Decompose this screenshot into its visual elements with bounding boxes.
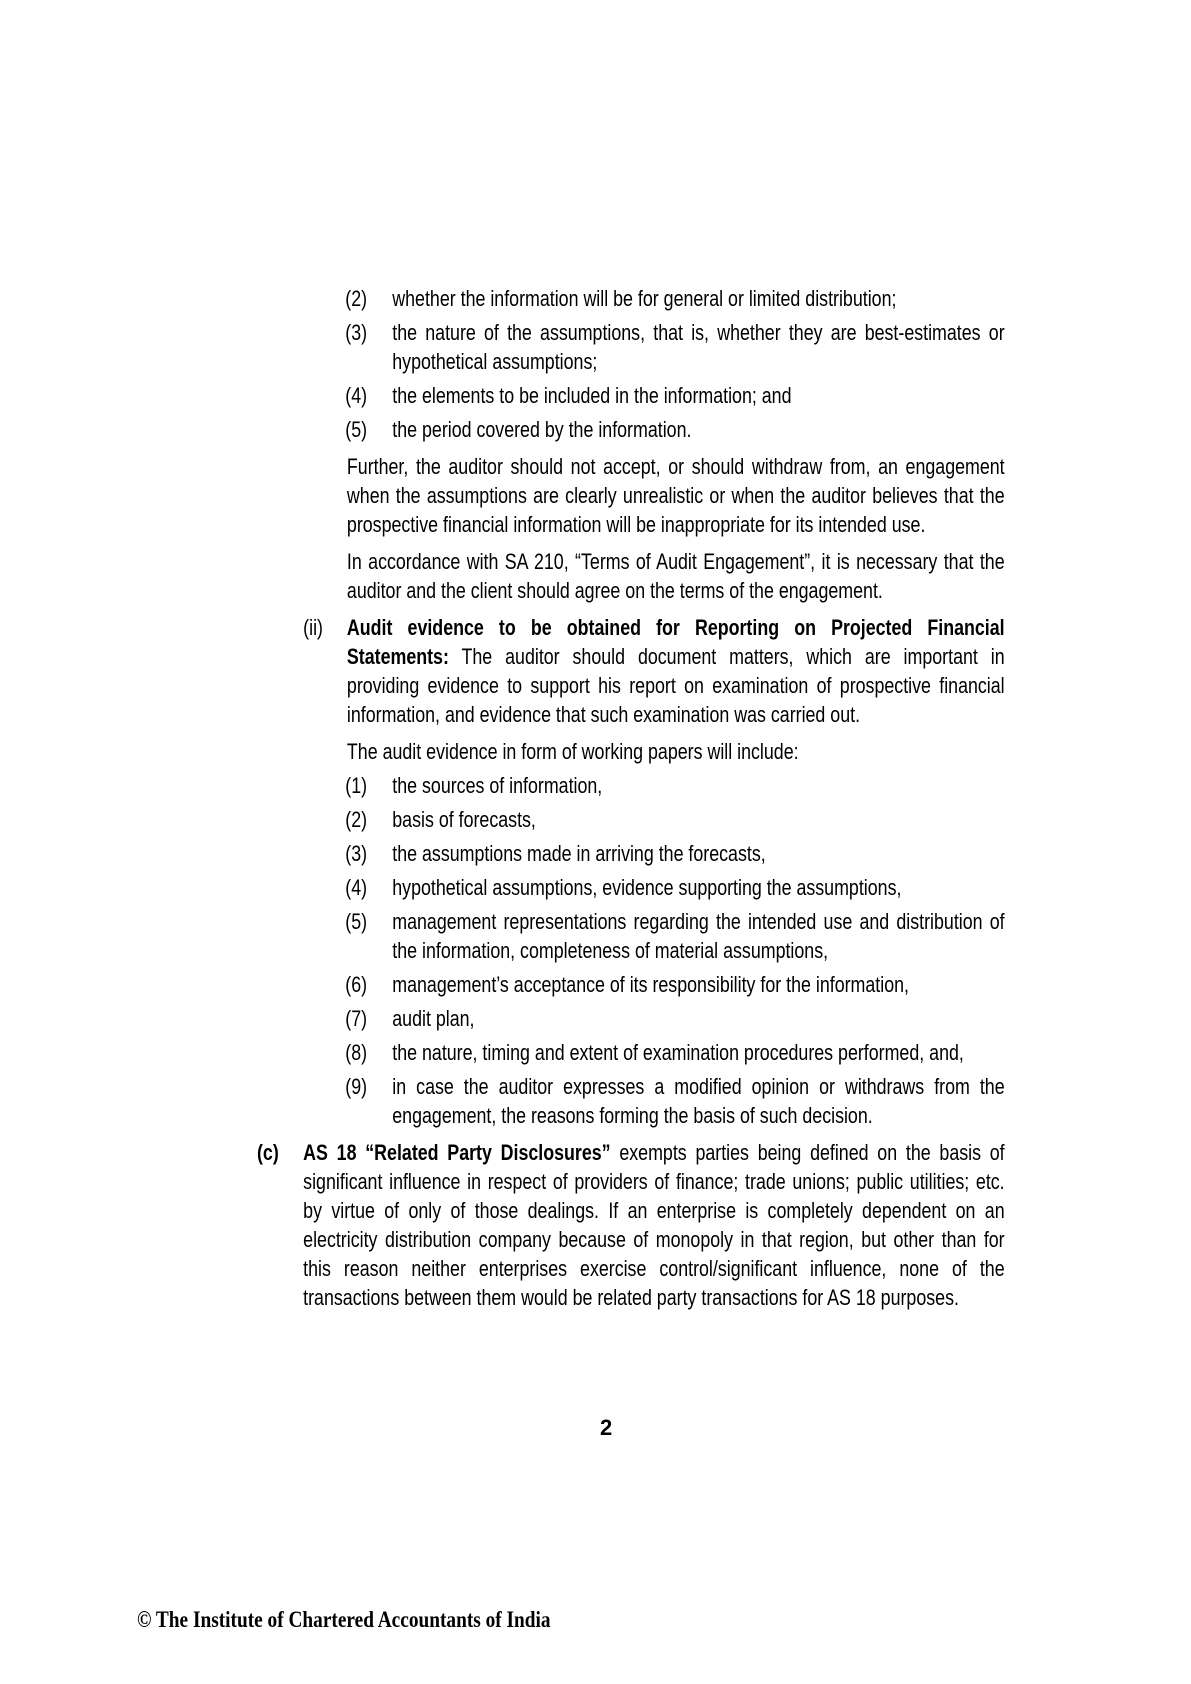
list-item-label: (6) bbox=[345, 972, 368, 997]
list-item-label: (1) bbox=[345, 773, 368, 798]
list-item bbox=[257, 805, 1005, 834]
list-item-text: audit plan, bbox=[392, 1006, 475, 1031]
list-item bbox=[257, 415, 1005, 444]
list-item-label: (3) bbox=[345, 320, 368, 345]
list-item-text: hypothetical assumptions, evidence supporting the assumptions, bbox=[392, 875, 902, 900]
list-item bbox=[257, 873, 1005, 902]
list-item-text: the sources of information, bbox=[392, 773, 603, 798]
body-text: exempts parties being defined on the basis of significant influence in respect of providers of finance; trade unions; public utilities; etc. by virtue of only of those dealings. If an enterprise is completely dependent on an electricity distribution company because of monopoly in that region, but other than for this reason neither enterprises exercise control/significant influence, none of the transactions between them would be related party transactions for AS 18 purposes. bbox=[303, 1140, 1005, 1310]
list-item bbox=[257, 771, 1005, 800]
list-item-label: (5) bbox=[345, 417, 368, 442]
body-text: The auditor should document matters, which are important in providing evidence to support his report on examination of prospective financial information, and evidence that such examination was carried out. bbox=[346, 644, 1005, 727]
list-item bbox=[257, 839, 1005, 868]
list-item-label: (3) bbox=[345, 841, 368, 866]
text-column bbox=[257, 284, 1005, 1312]
paragraph: Further, the auditor should not accept, or should withdraw from, an engagement when the assumptions are clearly unrealistic or when the auditor believes that the prospective financial information will be inappropriate for its intended use. bbox=[346, 454, 1005, 537]
list-item-text: the elements to be included in the information; and bbox=[392, 383, 792, 408]
list-item-text: the period covered by the information. bbox=[392, 417, 692, 442]
list-item-text: the nature of the assumptions, that is, whether they are best-estimates or hypothetical assumptions; bbox=[392, 320, 1005, 374]
list-item bbox=[257, 318, 1005, 376]
copyright-footer: © The Institute of Chartered Accountants of India bbox=[137, 1607, 551, 1632]
paragraph: In accordance with SA 210, “Terms of Audit Engagement”, it is necessary that the auditor and the client should agree on the terms of the engagement. bbox=[346, 549, 1005, 603]
list-item bbox=[257, 1038, 1005, 1067]
list-item-label: (ii) bbox=[303, 615, 323, 640]
list-item-label: (9) bbox=[345, 1074, 368, 1099]
list-item-text: in case the auditor expresses a modified opinion or withdraws from the engagement, the reasons forming the basis of such decision. bbox=[392, 1074, 1005, 1128]
list-item bbox=[257, 1072, 1005, 1130]
list-item-text: management representations regarding the intended use and distribution of the information, completeness of material assumptions, bbox=[392, 909, 1005, 963]
list-item bbox=[257, 907, 1005, 965]
page-number: 2 bbox=[600, 1415, 613, 1440]
list-item-ii bbox=[257, 613, 1005, 729]
list-item-c bbox=[257, 1138, 1005, 1312]
list-item-text: the assumptions made in arriving the forecasts, bbox=[392, 841, 766, 866]
list-item-text: basis of forecasts, bbox=[392, 807, 536, 832]
bold-lead-in: Audit evidence to be obtained for Reporting on Projected Financial Statements: bbox=[346, 615, 1005, 669]
list-item-label: (7) bbox=[345, 1006, 368, 1031]
list-item-label: (8) bbox=[345, 1040, 368, 1065]
list-item-text: management’s acceptance of its responsibility for the information, bbox=[392, 972, 909, 997]
bold-lead-in: AS 18 “Related Party Disclosures” bbox=[303, 1140, 611, 1165]
list-item bbox=[257, 1004, 1005, 1033]
list-item bbox=[257, 284, 1005, 313]
list-item-label: (2) bbox=[345, 807, 368, 832]
list-item-text: the nature, timing and extent of examination procedures performed, and, bbox=[392, 1040, 964, 1065]
list-item-text bbox=[347, 613, 1005, 729]
list-item-label: (2) bbox=[345, 286, 368, 311]
list-item-label: (4) bbox=[345, 875, 368, 900]
list-item-label: (4) bbox=[345, 383, 368, 408]
list-item-text: whether the information will be for general or limited distribution; bbox=[392, 286, 897, 311]
list-item-label: (5) bbox=[345, 909, 368, 934]
list-item bbox=[257, 381, 1005, 410]
list-item-label: (c) bbox=[257, 1140, 279, 1165]
list-item bbox=[257, 970, 1005, 999]
list-item-text bbox=[303, 1138, 1004, 1312]
paragraph: The audit evidence in form of working papers will include: bbox=[346, 739, 799, 764]
